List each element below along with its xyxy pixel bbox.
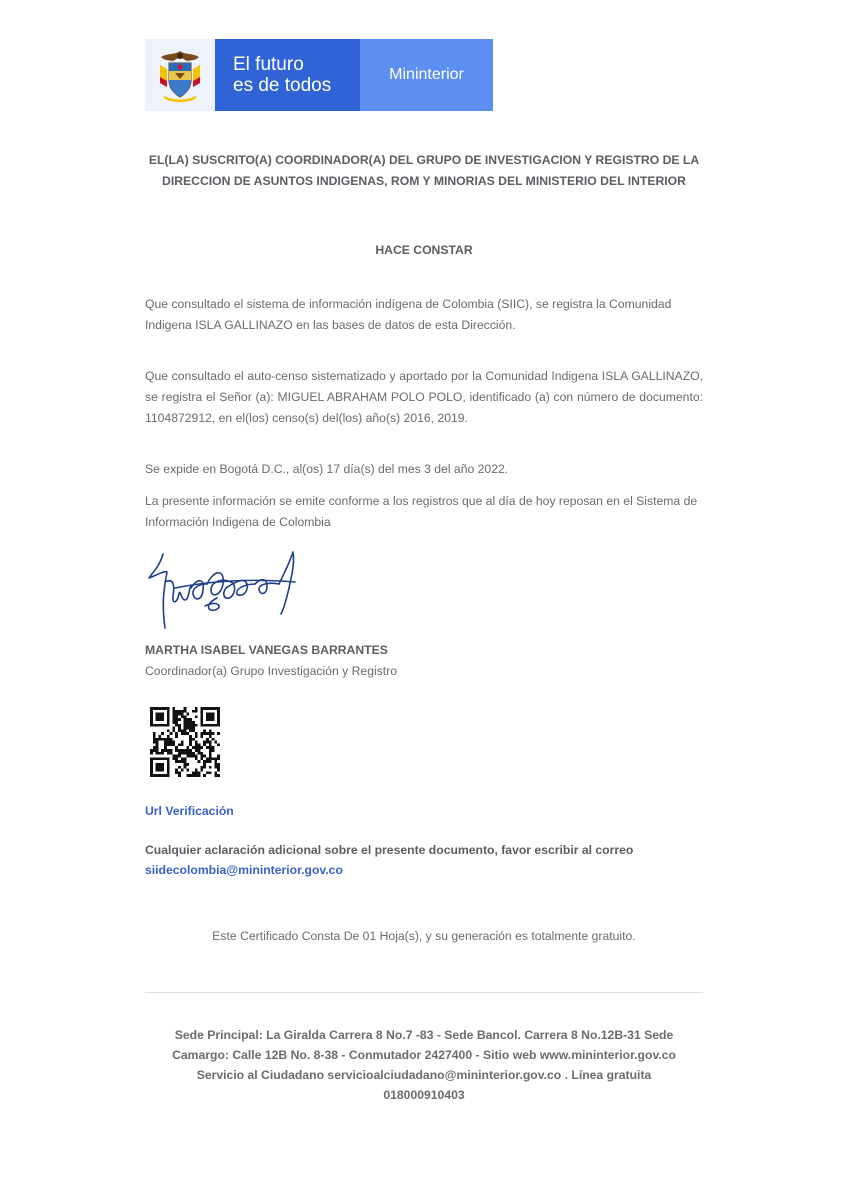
ministry-name-block bbox=[360, 39, 493, 111]
paragraph-issue-date: Se expide en Bogotá D.C., al(os) 17 día(s) del mes 3 del año 2022. bbox=[145, 462, 509, 476]
footer-address bbox=[145, 1025, 703, 1105]
ministry-name: Mininterior bbox=[389, 66, 464, 83]
heading-line-2: DIRECCION DE ASUNTOS INDIGENAS, ROM Y MINORIAS DEL MINISTERIO DEL INTERIOR bbox=[162, 174, 686, 188]
handwritten-signature bbox=[145, 548, 305, 634]
government-slogan bbox=[215, 39, 360, 111]
paragraph-census-registration: Que consultado el auto-censo sistematizado y aportado por la Comunidad Indigena ISLA GALLINAZO, se registra el Señor (a): MIGUEL ABRAHAM POLO POLO, identificado (a) con número de documento: 1104872912, en el(los) censo(s) del(los) año(s) 2016, 2019. bbox=[145, 369, 703, 425]
paragraph-information-basis: La presente información se emite conforme a los registros que al día de hoy reposan en el Sistema de Información Indigena de Colombia bbox=[145, 494, 698, 529]
contact-instructions: Cualquier aclaración adicional sobre el presente documento, favor escribir al correo bbox=[145, 843, 634, 857]
document-heading bbox=[145, 150, 703, 192]
qr-code-icon[interactable] bbox=[150, 707, 220, 777]
footer-divider bbox=[145, 992, 703, 993]
paragraph-siic-registration: Que consultado el sistema de información indígena de Colombia (SIIC), se registra la Comunidad Indigena ISLA GALLINAZO en las bases de datos de esta Dirección. bbox=[145, 297, 672, 332]
footer-line-2: Camargo: Calle 12B No. 8-38 - Conmutador 2427400 - Sitio web www.mininterior.gov.co bbox=[172, 1048, 676, 1062]
pages-note: Este Certificado Consta De 01 Hoja(s), y su generación es totalmente gratuito. bbox=[212, 929, 636, 943]
hace-constar-title: HACE CONSTAR bbox=[375, 243, 473, 257]
signer-role: Coordinador(a) Grupo Investigación y Registro bbox=[145, 664, 397, 678]
slogan-line-1: El futuro bbox=[233, 54, 304, 75]
heading-line-1: EL(LA) SUSCRITO(A) COORDINADOR(A) DEL GRUPO DE INVESTIGACION Y REGISTRO DE LA bbox=[148, 153, 700, 167]
slogan-line-2: es de todos bbox=[233, 75, 332, 96]
footer-line-3: Servicio al Ciudadano servicioalciudadano@mininterior.gov.co . Línea gratuita bbox=[196, 1068, 652, 1082]
footer-line-4: 018000910403 bbox=[383, 1088, 465, 1102]
header-banner bbox=[145, 39, 493, 111]
colombia-coat-of-arms-icon bbox=[145, 39, 215, 111]
url-verification-link[interactable]: Url Verificación bbox=[145, 804, 234, 818]
signer-name: MARTHA ISABEL VANEGAS BARRANTES bbox=[145, 643, 388, 657]
footer-line-1: Sede Principal: La Giralda Carrera 8 No.7 -83 - Sede Bancol. Carrera 8 No.12B-31 Sede bbox=[174, 1028, 674, 1042]
contact-email-link[interactable]: siidecolombia@mininterior.gov.co bbox=[145, 863, 343, 877]
